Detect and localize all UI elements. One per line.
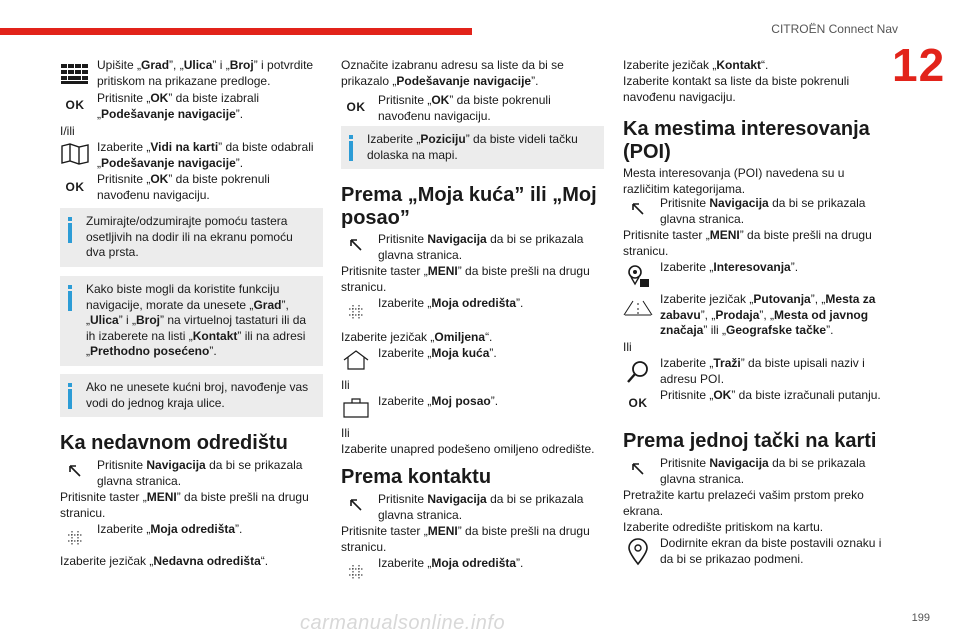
section-title-map-point: Prema jednoj tački na karti (623, 430, 877, 452)
home-icon (341, 348, 371, 372)
page-number: 199 (911, 612, 930, 624)
section-title-poi: Ka mestima interesovanja (POI) (623, 118, 870, 163)
navigation-arrow-icon (60, 460, 90, 484)
step-press-ok-start: Pritisnite „OK” da biste pokrenuli navođenu navigaciju. (378, 93, 551, 123)
step-press-navigation: Pritisnite Navigacija da bi se prikazala glavna stranica. (378, 232, 584, 262)
chapter-number: 12 (892, 39, 946, 91)
step-view-on-map: Izaberite „Vidi na karti” da biste odabrali „Podešavanje navigacije”. (97, 140, 314, 170)
step-set-marker: Dodirnite ekran da biste postavili oznaku i da bi se prikazao podmeni. (660, 536, 882, 566)
navigation-arrow-icon (341, 494, 371, 518)
step-my-destinations: Izaberite „Moja odredišta”. (97, 522, 243, 536)
step-interests: Izaberite „Interesovanja”. (660, 260, 799, 274)
info-box-zoom: Zumirajte/odzumirajte pomoću tastera osetljivih na dodir ili na ekranu pomoću dva prsta. (60, 208, 323, 267)
ok-icon: OK (65, 180, 85, 195)
step-my-home: Izaberite „Moja kuća”. (378, 346, 497, 360)
section-title-contact: Prema kontaktu (341, 466, 492, 488)
keyboard-icon (60, 62, 90, 86)
step-press-ok-start: Pritisnite „OK” da biste pokrenuli navođenu navigaciju. (97, 172, 270, 202)
info-box-house-number: Ako ne unesete kućni broj, navođenje vas vodi do jednog kraja ulice. (60, 374, 323, 417)
step-search: Izaberite „Traži” da biste upisali naziv i adresu POI. (660, 356, 865, 386)
destinations-icon (60, 526, 90, 550)
step-press-navigation: Pritisnite Navigacija da bi se prikazala glavna stranica. (660, 456, 866, 486)
paragraph-favorites-tab: Izaberite jezičak „Omiljena“. (341, 330, 493, 344)
ili-label: Ili (341, 426, 350, 440)
ili-label: Ili (341, 378, 350, 392)
paragraph-recent-tab: Izaberite jezičak „Nedavna odredišta“. (60, 554, 269, 568)
ili-label: Ili (623, 340, 632, 354)
step-press-navigation: Pritisnite Navigacija da bi se prikazala glavna stranica. (378, 492, 584, 522)
paragraph-select-address: Označite izabranu adresu sa liste da bi se prikazalo „Podešavanje navigacije”. (341, 58, 564, 88)
briefcase-icon (341, 396, 371, 420)
paragraph-menu: Pritisnite taster „MENI” da biste prešli na drugu stranicu. (623, 228, 872, 258)
paragraph-menu: Pritisnite taster „MENI” da biste prešli na drugu stranicu. (341, 524, 590, 554)
step-press-navigation: Pritisnite Navigacija da bi se prikazala glavna stranica. (660, 196, 866, 226)
step-press-ok-settings: Pritisnite „OK” da biste izabrali „Podešavanje navigacije”. (97, 91, 260, 121)
destinations-icon (341, 560, 371, 584)
info-box-navigation: Kako biste mogli da koristite funkciju navigacije, morate da unesete „Grad”, „Ulica” i „Broj” na virtuelnoj tastaturi ili da ih izaberete na listi „Kontakt” ili na adresi „Prethodno posećeno”. (60, 276, 323, 366)
paragraph-contact-tab: Izaberite jezičak „Kontakt“. (623, 58, 769, 72)
ok-icon: OK (346, 100, 366, 115)
search-icon (623, 360, 653, 384)
ili-label: I/ili (60, 124, 75, 138)
running-header: CITROËN Connect Nav (771, 22, 898, 36)
info-box-position: Izaberite „Poziciju” da biste videli tačku dolaska na mapi. (341, 126, 604, 169)
map-icon (60, 142, 90, 166)
paragraph-preset-favorite: Izaberite unapred podešeno omiljeno odredište. (341, 442, 595, 456)
step-my-work: Izaberite „Moj posao”. (378, 394, 499, 408)
paragraph-tap-map: Izaberite odredište pritiskom na kartu. (623, 520, 824, 534)
step-enter-address: Upišite „Grad”, „Ulica” i „Broj” i potvrdite pritiskom na prikazane predloge. (97, 58, 314, 88)
step-my-destinations: Izaberite „Moja odredišta”. (378, 556, 524, 570)
paragraph-menu: Pritisnite taster „MENI” da biste prešli na drugu stranicu. (341, 264, 590, 294)
step-press-navigation: Pritisnite Navigacija da bi se prikazala glavna stranica. (97, 458, 303, 488)
poi-icon (623, 264, 653, 288)
map-pin-icon (623, 540, 653, 564)
step-my-destinations: Izaberite „Moja odredišta”. (378, 296, 524, 310)
watermark: carmanualsonline.info (300, 612, 506, 634)
road-icon (623, 296, 653, 320)
ok-icon: OK (628, 396, 648, 411)
navigation-arrow-icon (623, 198, 653, 222)
destinations-icon (341, 300, 371, 324)
step-press-ok-route: Pritisnite „OK” da biste izračunali putanju. (660, 388, 881, 402)
section-title-recent: Ka nedavnom odredištu (60, 432, 288, 454)
paragraph-select-contact: Izaberite kontakt sa liste da biste pokrenuli navođenu navigaciju. (623, 74, 850, 104)
paragraph-browse-map: Pretražite kartu prelazeći vašim prstom preko ekrana. (623, 488, 864, 518)
navigation-arrow-icon (341, 234, 371, 258)
step-poi-tabs: Izaberite jezičak „Putovanja”, „Mesta za zabavu”, „Prodaja”, „Mesta od javnog značaja” ili „Geografske tačke”. (660, 292, 876, 337)
section-title-home-work: Prema „Moja kuća” ili „Moj posao” (341, 184, 597, 229)
paragraph-poi-categories: Mesta interesovanja (POI) navedena su u različitim kategorijama. (623, 166, 845, 196)
navigation-arrow-icon (623, 458, 653, 482)
paragraph-menu: Pritisnite taster „MENI” da biste prešli na drugu stranicu. (60, 490, 309, 520)
ok-icon: OK (65, 98, 85, 113)
header-accent-bar (0, 28, 472, 35)
